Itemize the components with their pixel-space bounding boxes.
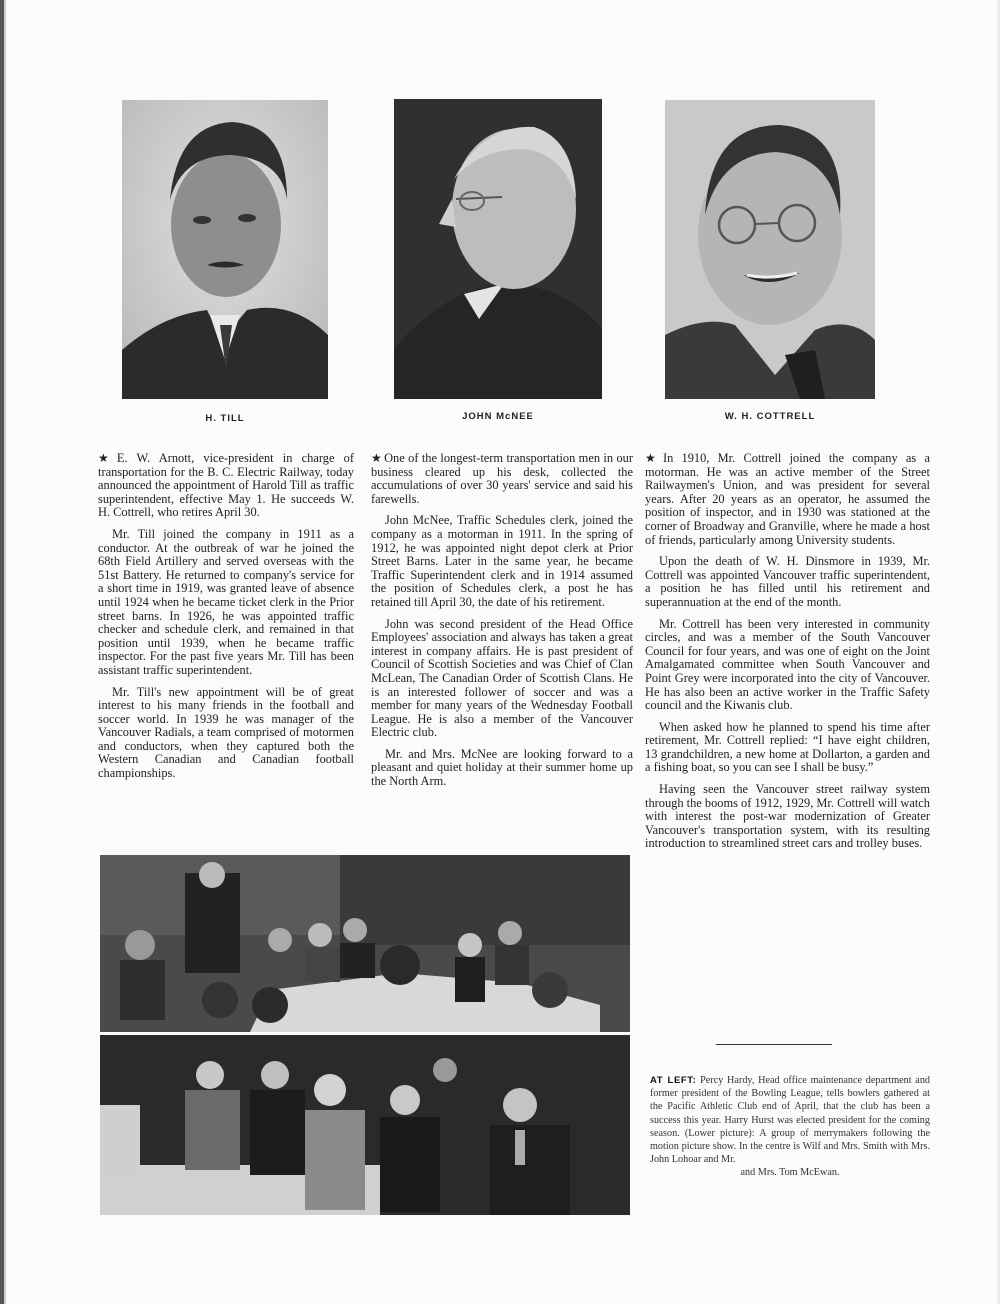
caption-john-mcnee: JOHN McNEE — [462, 411, 534, 422]
photo-merrymakers — [100, 1035, 630, 1215]
star-bullet-icon: ★ — [371, 451, 383, 465]
article-till — [98, 452, 354, 789]
article-paragraph: ★ E. W. Arnott, vice-president in charge of transportation for the B. C. Electric Railway, today announced the appointment of Harold Till as traffic superintendent, effective May 1. He succeeds W. H. Cottrell, who retires April 30. — [98, 451, 354, 520]
article-paragraph: ★ In 1910, Mr. Cottrell joined the company as a motorman. He was an active member of the Street Railwaymen's Union, and was president for several years. After 20 years as an operator, he assumed the position of inspector, and in 1930 was stationed at the corner of Broadway and Granville, where he made a host of friends, particularly among University students. — [645, 451, 930, 547]
portrait-image — [665, 100, 875, 399]
photo-bowling-league-gathering — [100, 855, 630, 1032]
caption-last-line: and Mrs. Tom McEwan. — [740, 1167, 840, 1179]
portrait-h-till — [122, 100, 328, 399]
article-paragraph: When asked how he planned to spend his time after retirement, Mr. Cottrell replied: “I have eight children, 13 grandchildren, a new home at Dollarton, a garden and a fishing boat, so you can see I shall be busy.” — [645, 719, 930, 775]
group-photo-image — [100, 855, 630, 1032]
article-paragraph: Mr. Till joined the company in 1911 as a conductor. At the outbreak of war he joined the 68th Field Artillery and served overseas with the 51st Battery. He returned to company's service for a short time in 1919, was granted leave of absence until 1924 when he became ticket clerk in the Prior street barns. In 1926, he was appointed traffic checker and schedule clerk, and remained in that position until 1939, when he became traffic inspector. For the past five years Mr. Till has been assistant traffic superintendent. — [98, 526, 354, 677]
article-paragraph: Upon the death of W. H. Dinsmore in 1939, Mr. Cottrell was appointed Vancouver traffic superintendent, a position he has filled until his retirement and superannuation at the end of the month. — [645, 554, 930, 609]
article-paragraph: Having seen the Vancouver street railway system through the booms of 1912, 1929, Mr. Cottrell will watch with interest the post-war modernization of Greater Vancouver's transportation system, with its resulting introduction to streamlined street cars and trolley buses. — [645, 782, 930, 851]
portrait-w-h-cottrell — [665, 100, 875, 399]
article-paragraph: John was second president of the Head Office Employees' association and always has taken a great interest in company affairs. He is past president of Council of Scottish Societies and was Chief of Clan McLean, The Canadian Order of Scottish Clans. He is an interested follower of soccer and was a member for many years of the Wednesday Football League. He is also a member of the Vancouver Electric club. — [371, 616, 633, 740]
portrait-image — [394, 99, 602, 399]
page-binding-shadow — [4, 0, 6, 1304]
article-paragraph: Mr. Cottrell has been very interested in community circles, and was a member of the South Vancouver Council for four years, and was one of eight on the Joint Amalgamated committee when South Vancouver and Point Grey were incorporated into the city of Vancouver. He has also been an active worker in the Traffic Safety council and the Kiwanis club. — [645, 616, 930, 713]
caption-h-till: H. TILL — [205, 413, 245, 424]
caption-label: AT LEFT: — [650, 1075, 697, 1086]
portrait-john-mcnee — [394, 99, 602, 399]
article-paragraph: Mr. and Mrs. McNee are looking forward to a pleasant and quiet holiday at their summer home up the North Arm. — [371, 746, 633, 789]
article-paragraph: ★ One of the longest-term transportation men in our business cleared up his desk, collected the accumulations of over 30 years' service and said his farewells. — [371, 451, 633, 506]
section-divider — [716, 1044, 832, 1045]
portrait-image — [122, 100, 328, 399]
star-bullet-icon: ★ — [645, 451, 661, 465]
article-paragraph: Mr. Till's new appointment will be of great interest to his many friends in the football and soccer world. In 1939 he was manager of the Vancouver Radials, a team comprised of motormen and conductors, when they captured both the Western Canadian and Canadian football championships. — [98, 684, 354, 781]
caption-w-h-cottrell: W. H. COTTRELL — [724, 411, 816, 422]
caption-text: Percy Hardy, Head office maintenance department and former president of the Bowling League, tells bowlers gathered at the Pacific Athletic Club end of April, that the club has been a success this year. Harry Hurst was elected president for the coming season. (Lower picture): A group of merrymakers following the motion picture show. In the centre is Wilf and Mrs. Smith with Mrs. John Lohoar and Mr. — [650, 1075, 931, 1166]
group-photo-image — [100, 1035, 630, 1215]
group-photos — [100, 855, 630, 1215]
group-photo-caption — [650, 1074, 930, 1180]
article-mcnee — [371, 452, 633, 797]
article-paragraph: John McNee, Traffic Schedules clerk, joined the company as a motorman in 1911. In the spring of 1912, he was appointed night depot clerk at Prior Street Barns. Later in the same year, he became Traffic Superintendent clerk and in 1914 assumed the position of Schedules clerk, a post he has retained till April 30, the date of his retirement. — [371, 513, 633, 609]
article-cottrell — [645, 452, 930, 859]
star-bullet-icon: ★ — [98, 451, 115, 465]
